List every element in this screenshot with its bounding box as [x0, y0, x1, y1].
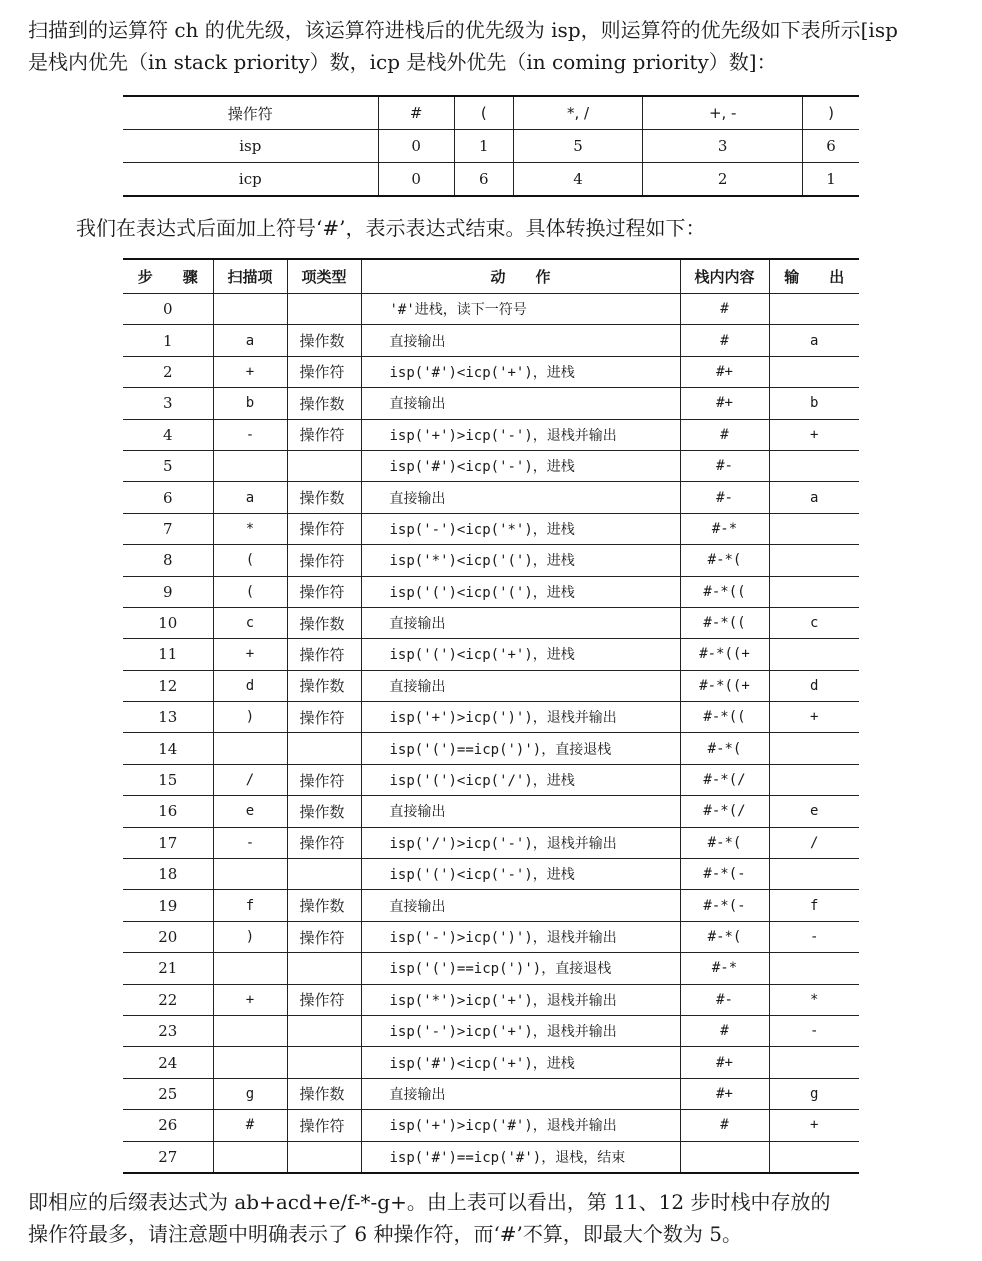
intro-line-2: 是栈内优先（in stack priority）数，icp 是栈外优先（in coming priority）数]：: [28, 50, 777, 74]
priority-row: [123, 130, 859, 163]
stack-content-cell: #+: [680, 356, 769, 387]
step-cell: 22: [123, 984, 213, 1015]
table-row: [123, 670, 859, 701]
table-row: [123, 545, 859, 576]
table-row: [123, 827, 859, 858]
stack-content-cell: [680, 1141, 769, 1173]
output-cell: f: [769, 890, 859, 921]
output-cell: +: [769, 419, 859, 450]
stack-content-cell: #-*(/: [680, 796, 769, 827]
scan-item-cell: e: [213, 796, 287, 827]
action-cell: isp('(')==icp(')')，直接退栈: [361, 733, 680, 764]
table-row: [123, 576, 859, 607]
scan-item-cell: -: [213, 827, 287, 858]
action-cell: '#'进栈，读下一符号: [361, 294, 680, 325]
header-stack-content: 栈内内容: [680, 259, 769, 294]
stack-content-cell: #+: [680, 1078, 769, 1109]
output-cell: e: [769, 796, 859, 827]
action-cell: isp('(')<icp('(')，进栈: [361, 576, 680, 607]
step-cell: 4: [123, 419, 213, 450]
conclusion-paragraph: [28, 1186, 958, 1250]
action-cell: isp('-')>icp(')')，退栈并输出: [361, 921, 680, 952]
steps-header-row: [123, 259, 859, 294]
action-cell: 直接输出: [361, 325, 680, 356]
action-cell: isp('+')>icp('#')，退栈并输出: [361, 1110, 680, 1141]
output-cell: [769, 576, 859, 607]
step-cell: 0: [123, 294, 213, 325]
table-row: [123, 921, 859, 952]
item-type-cell: [287, 733, 361, 764]
item-type-cell: [287, 953, 361, 984]
item-type-cell: 操作数: [287, 388, 361, 419]
item-type-cell: 操作数: [287, 482, 361, 513]
output-cell: +: [769, 1110, 859, 1141]
item-type-cell: 操作数: [287, 607, 361, 638]
table-row: [123, 294, 859, 325]
table-row: [123, 702, 859, 733]
table-row: [123, 325, 859, 356]
action-cell: isp('+')>icp(')')，退栈并输出: [361, 702, 680, 733]
scan-item-cell: [213, 1015, 287, 1046]
step-cell: 3: [123, 388, 213, 419]
step-cell: 15: [123, 764, 213, 795]
scan-item-cell: [213, 953, 287, 984]
action-cell: isp('*')<icp('(')，进栈: [361, 545, 680, 576]
priority-row-label: isp: [123, 130, 378, 163]
step-cell: 24: [123, 1047, 213, 1078]
scan-item-cell: b: [213, 388, 287, 419]
scan-item-cell: [213, 1047, 287, 1078]
scan-item-cell: [213, 294, 287, 325]
stack-content-cell: #-*(-: [680, 890, 769, 921]
stack-content-cell: #-*((: [680, 702, 769, 733]
action-cell: isp('(')<icp('/')，进栈: [361, 764, 680, 795]
stack-content-cell: #-*(-: [680, 859, 769, 890]
priority-row: [123, 163, 859, 197]
priority-cell: 0: [378, 163, 454, 197]
step-cell: 14: [123, 733, 213, 764]
mid-paragraph: 我们在表达式后面加上符号‘#’，表示表达式结束。具体转换过程如下：: [76, 216, 706, 240]
scan-item-cell: ): [213, 921, 287, 952]
priority-cell: 6: [803, 130, 859, 163]
step-cell: 23: [123, 1015, 213, 1046]
stack-content-cell: #-: [680, 984, 769, 1015]
output-cell: [769, 294, 859, 325]
stack-content-cell: #: [680, 325, 769, 356]
header-output: 输 出: [769, 259, 859, 294]
table-row: [123, 1110, 859, 1141]
stack-content-cell: #-*(/: [680, 764, 769, 795]
priority-cell: 2: [643, 163, 803, 197]
scan-item-cell: (: [213, 545, 287, 576]
step-cell: 18: [123, 859, 213, 890]
step-cell: 1: [123, 325, 213, 356]
scan-item-cell: +: [213, 639, 287, 670]
item-type-cell: [287, 450, 361, 481]
output-cell: [769, 859, 859, 890]
steps-table: [123, 258, 859, 1174]
output-cell: a: [769, 482, 859, 513]
step-cell: 17: [123, 827, 213, 858]
table-row: [123, 953, 859, 984]
stack-content-cell: #-*(: [680, 545, 769, 576]
scan-item-cell: f: [213, 890, 287, 921]
priority-cell: 3: [643, 130, 803, 163]
item-type-cell: 操作数: [287, 1078, 361, 1109]
table-row: [123, 419, 859, 450]
output-cell: -: [769, 1015, 859, 1046]
table-row: [123, 1141, 859, 1173]
item-type-cell: 操作符: [287, 921, 361, 952]
priority-row: [123, 96, 859, 130]
header-action: 动 作: [361, 259, 680, 294]
priority-cell: 0: [378, 130, 454, 163]
stack-content-cell: #-*((: [680, 576, 769, 607]
action-cell: isp('(')<icp('+')，进栈: [361, 639, 680, 670]
step-cell: 13: [123, 702, 213, 733]
priority-cell: 1: [454, 130, 513, 163]
table-row: [123, 1047, 859, 1078]
scan-item-cell: c: [213, 607, 287, 638]
scan-item-cell: [213, 733, 287, 764]
step-cell: 11: [123, 639, 213, 670]
step-cell: 25: [123, 1078, 213, 1109]
step-cell: 8: [123, 545, 213, 576]
table-row: [123, 388, 859, 419]
table-row: [123, 356, 859, 387]
step-cell: 2: [123, 356, 213, 387]
stack-content-cell: #-*((+: [680, 639, 769, 670]
header-step: 步 骤: [123, 259, 213, 294]
step-cell: 9: [123, 576, 213, 607]
scan-item-cell: *: [213, 513, 287, 544]
scan-item-cell: a: [213, 325, 287, 356]
intro-paragraph: [28, 14, 958, 78]
output-cell: [769, 764, 859, 795]
stack-content-cell: #-*((+: [680, 670, 769, 701]
step-cell: 26: [123, 1110, 213, 1141]
action-cell: isp('*')>icp('+')，退栈并输出: [361, 984, 680, 1015]
item-type-cell: 操作数: [287, 325, 361, 356]
priority-cell: 6: [454, 163, 513, 197]
step-cell: 7: [123, 513, 213, 544]
table-row: [123, 890, 859, 921]
action-cell: isp('-')<icp('*')，进栈: [361, 513, 680, 544]
action-cell: 直接输出: [361, 796, 680, 827]
table-row: [123, 450, 859, 481]
output-cell: *: [769, 984, 859, 1015]
table-row: [123, 764, 859, 795]
step-cell: 19: [123, 890, 213, 921]
scan-item-cell: ): [213, 702, 287, 733]
scan-item-cell: #: [213, 1110, 287, 1141]
step-cell: 12: [123, 670, 213, 701]
table-row: [123, 482, 859, 513]
item-type-cell: 操作数: [287, 890, 361, 921]
stack-content-cell: #+: [680, 388, 769, 419]
output-cell: a: [769, 325, 859, 356]
output-cell: +: [769, 702, 859, 733]
scan-item-cell: g: [213, 1078, 287, 1109]
item-type-cell: 操作数: [287, 670, 361, 701]
table-row: [123, 796, 859, 827]
scan-item-cell: (: [213, 576, 287, 607]
header-scan-item: 扫描项: [213, 259, 287, 294]
item-type-cell: 操作符: [287, 639, 361, 670]
scan-item-cell: a: [213, 482, 287, 513]
priority-cell: +, -: [643, 96, 803, 130]
output-cell: [769, 513, 859, 544]
stack-content-cell: #-*(: [680, 921, 769, 952]
stack-content-cell: #: [680, 1015, 769, 1046]
step-cell: 16: [123, 796, 213, 827]
scan-item-cell: [213, 1141, 287, 1173]
table-row: [123, 984, 859, 1015]
action-cell: isp('#')<icp('+')，进栈: [361, 356, 680, 387]
stack-content-cell: #-: [680, 482, 769, 513]
stack-content-cell: #: [680, 1110, 769, 1141]
scan-item-cell: /: [213, 764, 287, 795]
output-cell: g: [769, 1078, 859, 1109]
table-row: [123, 607, 859, 638]
item-type-cell: 操作数: [287, 796, 361, 827]
item-type-cell: [287, 1141, 361, 1173]
output-cell: -: [769, 921, 859, 952]
output-cell: [769, 545, 859, 576]
stack-content-cell: #: [680, 294, 769, 325]
item-type-cell: [287, 859, 361, 890]
stack-content-cell: #-*: [680, 513, 769, 544]
header-item-type: 项类型: [287, 259, 361, 294]
output-cell: [769, 639, 859, 670]
scan-item-cell: +: [213, 356, 287, 387]
priority-table: [123, 95, 859, 197]
step-cell: 27: [123, 1141, 213, 1173]
conclusion-line-2: 操作符最多，请注意题中明确表示了 6 种操作符，而‘#’不算，即最大个数为 5。: [28, 1222, 742, 1246]
table-row: [123, 1015, 859, 1046]
output-cell: /: [769, 827, 859, 858]
step-cell: 20: [123, 921, 213, 952]
action-cell: isp('#')<icp('-')，进栈: [361, 450, 680, 481]
output-cell: [769, 733, 859, 764]
item-type-cell: 操作符: [287, 545, 361, 576]
table-row: [123, 1078, 859, 1109]
step-cell: 21: [123, 953, 213, 984]
intro-line-1: 扫描到的运算符 ch 的优先级，该运算符进栈后的优先级为 isp，则运算符的优先级如下表所示[isp: [28, 18, 898, 42]
item-type-cell: [287, 1047, 361, 1078]
scan-item-cell: [213, 450, 287, 481]
table-row: [123, 733, 859, 764]
item-type-cell: 操作符: [287, 1110, 361, 1141]
item-type-cell: [287, 294, 361, 325]
priority-cell: ): [803, 96, 859, 130]
action-cell: isp('(')==icp(')')，直接退栈: [361, 953, 680, 984]
priority-cell: 1: [803, 163, 859, 197]
stack-content-cell: #-*((: [680, 607, 769, 638]
action-cell: isp('#')==icp('#')，退栈，结束: [361, 1141, 680, 1173]
action-cell: isp('+')>icp('-')，退栈并输出: [361, 419, 680, 450]
priority-row-label: 操作符: [123, 96, 378, 130]
action-cell: 直接输出: [361, 482, 680, 513]
action-cell: isp('#')<icp('+')，进栈: [361, 1047, 680, 1078]
output-cell: [769, 356, 859, 387]
output-cell: d: [769, 670, 859, 701]
stack-content-cell: #-: [680, 450, 769, 481]
output-cell: [769, 1141, 859, 1173]
item-type-cell: [287, 1015, 361, 1046]
item-type-cell: 操作符: [287, 702, 361, 733]
action-cell: isp('(')<icp('-')，进栈: [361, 859, 680, 890]
action-cell: 直接输出: [361, 890, 680, 921]
output-cell: [769, 450, 859, 481]
priority-cell: 5: [513, 130, 642, 163]
stack-content-cell: #+: [680, 1047, 769, 1078]
conclusion-line-1: 即相应的后缀表达式为 ab+acd+e/f-*-g+。由上表可以看出，第 11、12 步时栈中存放的: [28, 1190, 831, 1214]
priority-cell: #: [378, 96, 454, 130]
action-cell: 直接输出: [361, 607, 680, 638]
output-cell: [769, 1047, 859, 1078]
item-type-cell: 操作符: [287, 419, 361, 450]
output-cell: b: [769, 388, 859, 419]
action-cell: isp('-')>icp('+')，退栈并输出: [361, 1015, 680, 1046]
priority-cell: 4: [513, 163, 642, 197]
action-cell: 直接输出: [361, 388, 680, 419]
action-cell: 直接输出: [361, 1078, 680, 1109]
output-cell: c: [769, 607, 859, 638]
stack-content-cell: #-*(: [680, 827, 769, 858]
item-type-cell: 操作符: [287, 513, 361, 544]
scan-item-cell: d: [213, 670, 287, 701]
step-cell: 10: [123, 607, 213, 638]
item-type-cell: 操作符: [287, 827, 361, 858]
step-cell: 5: [123, 450, 213, 481]
stack-content-cell: #-*(: [680, 733, 769, 764]
scan-item-cell: -: [213, 419, 287, 450]
action-cell: 直接输出: [361, 670, 680, 701]
table-row: [123, 639, 859, 670]
table-row: [123, 513, 859, 544]
stack-content-cell: #: [680, 419, 769, 450]
scan-item-cell: [213, 859, 287, 890]
table-row: [123, 859, 859, 890]
item-type-cell: 操作符: [287, 356, 361, 387]
item-type-cell: 操作符: [287, 764, 361, 795]
priority-cell: (: [454, 96, 513, 130]
item-type-cell: 操作符: [287, 576, 361, 607]
priority-cell: *, /: [513, 96, 642, 130]
priority-row-label: icp: [123, 163, 378, 197]
stack-content-cell: #-*: [680, 953, 769, 984]
step-cell: 6: [123, 482, 213, 513]
scan-item-cell: +: [213, 984, 287, 1015]
output-cell: [769, 953, 859, 984]
action-cell: isp('/')>icp('-')，退栈并输出: [361, 827, 680, 858]
item-type-cell: 操作符: [287, 984, 361, 1015]
